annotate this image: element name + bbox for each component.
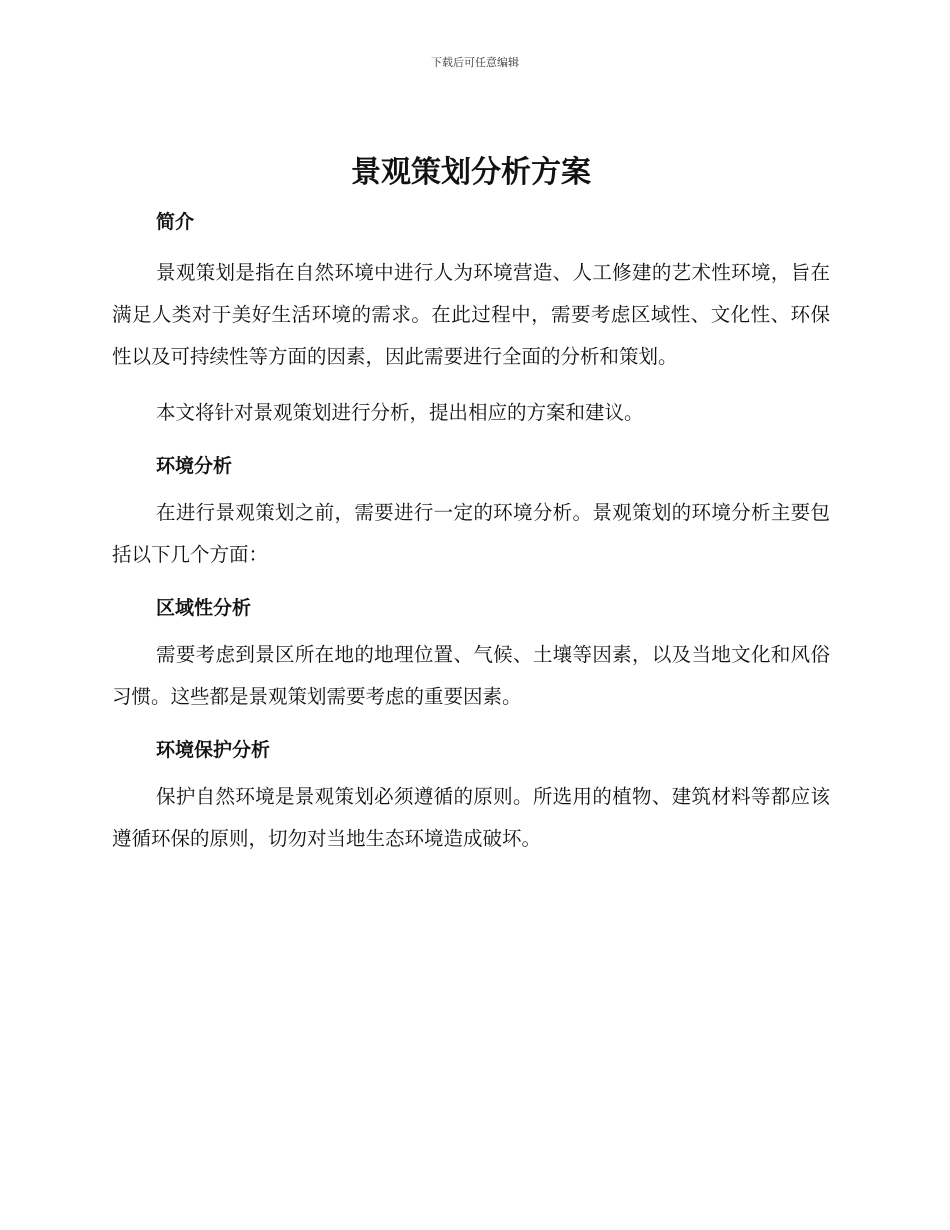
page-header-note: 下载后可任意编辑 [431,56,519,69]
paragraph: 保护自然环境是景观策划必须遵循的原则。所选用的植物、建筑材料等都应该遵循环保的原则，切勿对当地生态环境造成破坏。 [112,785,830,850]
paragraph: 本文将针对景观策划进行分析，提出相应的方案和建议。 [156,401,644,424]
document-body [112,150,830,860]
paragraph: 需要考虑到景区所在地的地理位置、气候、土壤等因素，以及当地文化和风俗习惯。这些都是景观策划需要考虑的重要因素。 [112,643,830,708]
section-heading-environment: 环境分析 [156,455,233,477]
paragraph: 景观策划是指在自然环境中进行人为环境营造、人工修建的艺术性环境，旨在满足人类对于美好生活环境的需求。在此过程中，需要考虑区域性、文化性、环保性以及可持续性等方面的因素，因此需要进行全面的分析和策划。 [112,261,830,368]
document-title: 景观策划分析方案 [351,155,591,190]
section-heading-regional: 区域性分析 [156,597,252,619]
section-heading-protection: 环境保护分析 [156,739,271,761]
paragraph: 在进行景观策划之前，需要进行一定的环境分析。景观策划的环境分析主要包括以下几个方面： [112,501,830,566]
section-heading-intro: 简介 [156,211,195,233]
